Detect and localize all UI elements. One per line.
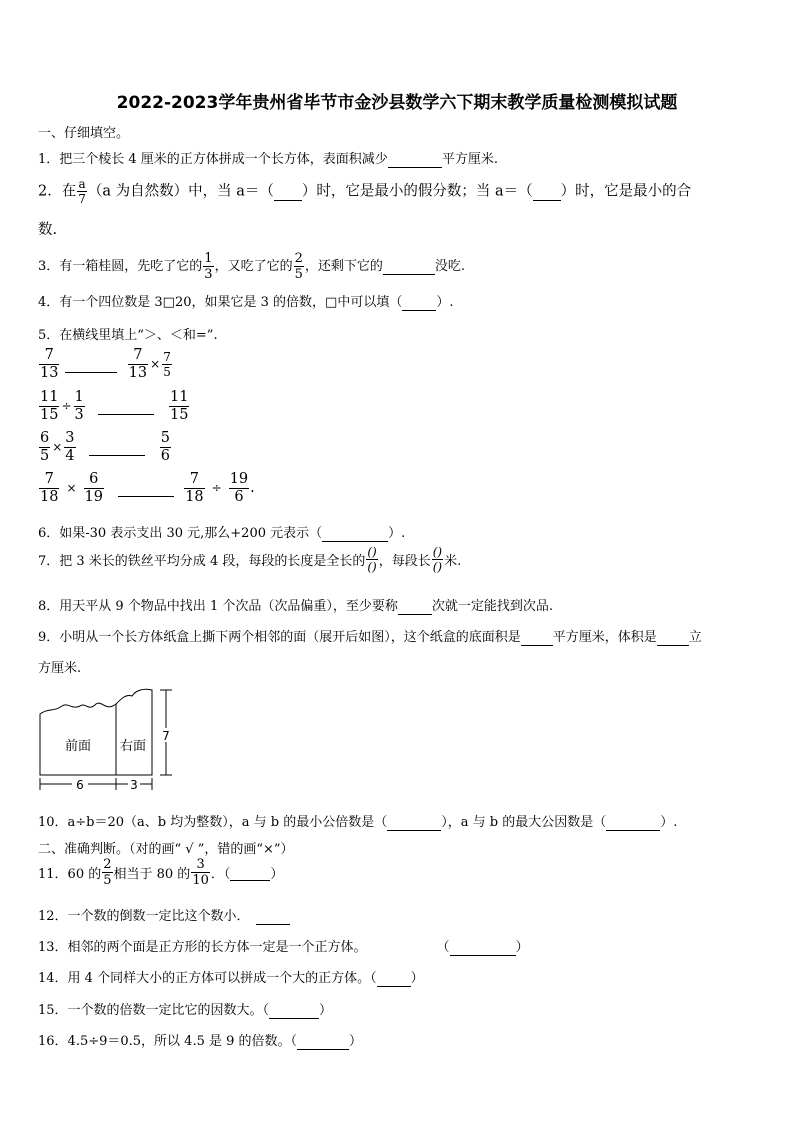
denominator: 19 [84, 488, 103, 505]
numerator: 6 [40, 430, 50, 446]
q5-row-3 [38, 431, 172, 463]
denominator: 13 [40, 364, 59, 381]
numerator: 7 [163, 349, 171, 364]
q11-text-d: ） [270, 867, 284, 882]
q3-fraction-2 [294, 252, 304, 281]
q15-text: 15．一个数的倍数一定比它的因数大。（ [38, 1003, 270, 1018]
denominator: 6 [160, 447, 170, 464]
q3-f1-numerator: 1 [204, 251, 213, 266]
q2-fraction [77, 178, 87, 205]
q14-paren-close: ） [410, 971, 424, 986]
q3-fraction-1 [203, 252, 213, 281]
q5r3-left-fraction-1 [39, 431, 50, 463]
q15-paren-close: ） [319, 1003, 333, 1018]
q11-fraction-2 [191, 858, 210, 887]
denominator: 3 [74, 406, 84, 423]
q12-answer-blank[interactable] [256, 909, 290, 925]
q5-row-1 [38, 348, 173, 380]
q7-fraction-2 [432, 546, 443, 573]
q3-text: 3．有一箱桂圆，先吃了它的 [38, 259, 203, 274]
q10-answer-blank-1[interactable] [387, 815, 441, 831]
question-9 [38, 626, 702, 646]
question-11 [38, 858, 283, 887]
numerator: 7 [184, 472, 204, 489]
q3-f2-numerator: 2 [294, 251, 303, 266]
numerator: () [432, 545, 443, 559]
q5r4-right-fraction-2 [229, 472, 249, 504]
q5r1-left-fraction [39, 348, 59, 380]
q16-text: 16．4.5÷9＝0.5，所以 4.5 是 9 的倍数。（ [38, 1034, 298, 1049]
q5-row-4 [38, 472, 255, 504]
numerator: 1 [74, 389, 84, 405]
denominator: 18 [185, 488, 204, 505]
section-1-heading: 一、仔细填空。 [38, 126, 130, 141]
denominator: 18 [40, 488, 59, 505]
box-net-figure [36, 684, 176, 796]
right-face-outline [116, 689, 152, 775]
q2-text: 2．在 [38, 183, 77, 200]
q5r3-right-fraction [160, 431, 171, 463]
q13-text: 13．相邻的两个面是正方形的长方体一定是一个正方体。 [38, 940, 367, 955]
q5r4-left-fraction-2 [84, 472, 104, 504]
q2-text-d: ）时，它是最小的合 [560, 183, 692, 200]
q5r4-left-fraction-1 [39, 472, 59, 504]
q2-answer-blank-2[interactable] [533, 184, 561, 201]
q10-text-c: ）. [660, 815, 678, 830]
period: . [250, 480, 255, 496]
q7-text: 7．把 3 米长的铁丝平均分成 4 段，每段的长度是全长的 [38, 554, 366, 569]
q4-text: 4．有一个四位数是 3□20，如果它是 3 的倍数，□中可以填（ [38, 295, 403, 310]
q13-paren-open: （ [436, 940, 450, 955]
question-12 [38, 905, 290, 925]
question-14 [38, 967, 424, 987]
q5r1-answer-blank[interactable] [65, 356, 117, 373]
divide-operator: ÷ [211, 481, 222, 495]
q5r3-answer-blank[interactable] [89, 439, 145, 456]
denominator: 13 [128, 364, 148, 381]
height-7-label: 7 [162, 729, 170, 743]
numerator: 2 [103, 857, 112, 872]
q14-answer-blank[interactable] [377, 971, 411, 987]
question-6 [38, 522, 405, 542]
numerator: 11 [169, 389, 189, 405]
q9-text-b: 平方厘米，体积是 [552, 630, 657, 645]
q16-answer-blank[interactable] [297, 1034, 349, 1050]
numerator: 7 [39, 348, 59, 365]
numerator: 11 [40, 389, 59, 405]
q11-text-b: 相当于 80 的 [113, 867, 191, 882]
q5r3-left-fraction-2 [64, 431, 75, 463]
q10-answer-blank-2[interactable] [606, 815, 660, 831]
q8-text-end: 次就一定能找到次品. [431, 599, 553, 614]
numerator: 3 [191, 858, 210, 873]
q5r1-right-fraction-2 [162, 351, 172, 378]
q1-answer-blank[interactable] [388, 152, 442, 168]
q10-text: 10．a÷b＝20（a、b 均为整数），a 与 b 的最小公倍数是（ [38, 815, 388, 830]
numerator: 7 [39, 472, 59, 489]
q5r1-right-fraction-1 [128, 348, 148, 380]
right-face-label: 右面 [119, 739, 147, 754]
question-5: 5．在横线里填上“＞、＜和=”. [38, 328, 218, 343]
q9-answer-blank-2[interactable] [657, 630, 689, 646]
question-4 [38, 291, 453, 311]
denominator: 10 [192, 873, 209, 888]
q6-text-end: ）. [388, 526, 406, 541]
q8-text: 8．用天平从 9 个物品中找出 1 个次品（次品偏重），至少要称 [38, 599, 398, 614]
q2-continuation: 数. [38, 222, 58, 238]
question-15 [38, 999, 332, 1019]
page-title: 2022-2023学年贵州省毕节市金沙县数学六下期末教学质量检测模拟试题 [116, 93, 678, 113]
width-3-label: 3 [130, 778, 138, 792]
q5-row-2 [38, 390, 190, 422]
q2-text-b: （a 为自然数）中，当 a＝（ [87, 183, 274, 200]
q13-paren-close: ） [515, 940, 529, 955]
numerator: 19 [229, 471, 249, 487]
q7-text-b: ，每段长 [378, 554, 431, 569]
q5r4-answer-blank[interactable] [118, 480, 174, 497]
q4-answer-blank[interactable] [402, 295, 436, 311]
denominator: () [367, 560, 377, 574]
question-8 [38, 595, 553, 615]
question-10 [38, 811, 677, 831]
q1-text-end: 平方厘米. [441, 152, 498, 167]
denominator: 15 [40, 406, 59, 423]
q10-text-b: ），a 与 b 的最大公因数是（ [441, 815, 607, 830]
q5r2-answer-blank[interactable] [98, 398, 154, 415]
section-2-heading: 二、准确判断。（对的画“ √ ”，错的画“×”） [38, 842, 294, 857]
question-2 [38, 178, 691, 205]
q9-answer-blank-1[interactable] [521, 630, 553, 646]
q11-answer-blank[interactable] [230, 865, 270, 881]
q9-text: 9．小明从一个长方体纸盒上撕下两个相邻的面（展开后如图），这个纸盒的底面积是 [38, 630, 521, 645]
denominator: 5 [103, 873, 112, 888]
denominator: () [432, 560, 443, 574]
times-operator: × [66, 481, 77, 495]
q16-paren-close: ） [349, 1034, 363, 1049]
denominator: 4 [65, 447, 75, 464]
denominator: 5 [163, 364, 171, 379]
q3-text-c: ，还剩下它的 [304, 259, 383, 274]
question-7 [38, 546, 461, 573]
q5r2-left-fraction-1 [39, 390, 59, 422]
q6-text: 6．如果-30 表示支出 30 元,那么+200 元表示（ [38, 526, 323, 541]
q6-answer-blank[interactable] [322, 526, 388, 542]
q14-text: 14．用 4 个同样大小的正方体可以拼成一个大的正方体。（ [38, 971, 377, 986]
q3-answer-blank[interactable] [383, 259, 435, 275]
question-16 [38, 1030, 362, 1050]
question-3 [38, 252, 465, 281]
q15-answer-blank[interactable] [269, 1003, 319, 1019]
q2-answer-blank-1[interactable] [274, 184, 302, 201]
q8-answer-blank[interactable] [398, 599, 432, 615]
q2-numerator: a [78, 177, 86, 191]
denominator: 6 [234, 488, 244, 505]
q3-f1-denominator: 3 [204, 267, 213, 282]
numerator: 5 [160, 430, 170, 446]
q5r2-left-fraction-2 [74, 390, 85, 422]
width-6-label: 6 [76, 778, 84, 792]
q5r2-right-fraction [169, 390, 189, 422]
numerator: 3 [65, 430, 75, 446]
q3-f2-denominator: 5 [294, 267, 303, 282]
numerator: 6 [84, 472, 104, 489]
front-face-label: 前面 [64, 739, 92, 754]
q9-continuation: 方厘米. [38, 661, 82, 676]
q3-text-d: 没吃. [434, 259, 466, 274]
denominator: 15 [169, 406, 189, 423]
question-1 [38, 148, 498, 168]
q5r4-right-fraction-1 [184, 472, 204, 504]
q11-text-c: ．（ [210, 867, 231, 882]
q1-text: 1．把三个棱长 4 厘米的正方体拼成一个长方体，表面积减少 [38, 152, 388, 167]
q2-text-c: ）时，它是最小的假分数；当 a＝（ [301, 183, 533, 200]
q7-text-c: 米. [444, 554, 462, 569]
q2-denominator: 7 [78, 192, 86, 206]
question-13 [38, 936, 529, 956]
q13-answer-blank[interactable] [450, 940, 516, 956]
denominator: 5 [40, 447, 50, 464]
q11-text: 11．60 的 [38, 867, 102, 882]
q3-text-b: ，又吃了它的 [214, 259, 293, 274]
numerator: () [367, 545, 377, 559]
q7-fraction-1 [366, 546, 377, 573]
q11-fraction-1 [102, 858, 112, 887]
times-operator: × [52, 440, 63, 454]
numerator: 7 [128, 348, 148, 365]
q12-text: 12．一个数的倒数一定比这个数小． [38, 909, 250, 924]
divide-operator: ÷ [61, 399, 72, 413]
times-operator: × [150, 357, 161, 371]
q4-text-end: ）. [436, 295, 454, 310]
q9-text-c: 立 [688, 630, 702, 645]
